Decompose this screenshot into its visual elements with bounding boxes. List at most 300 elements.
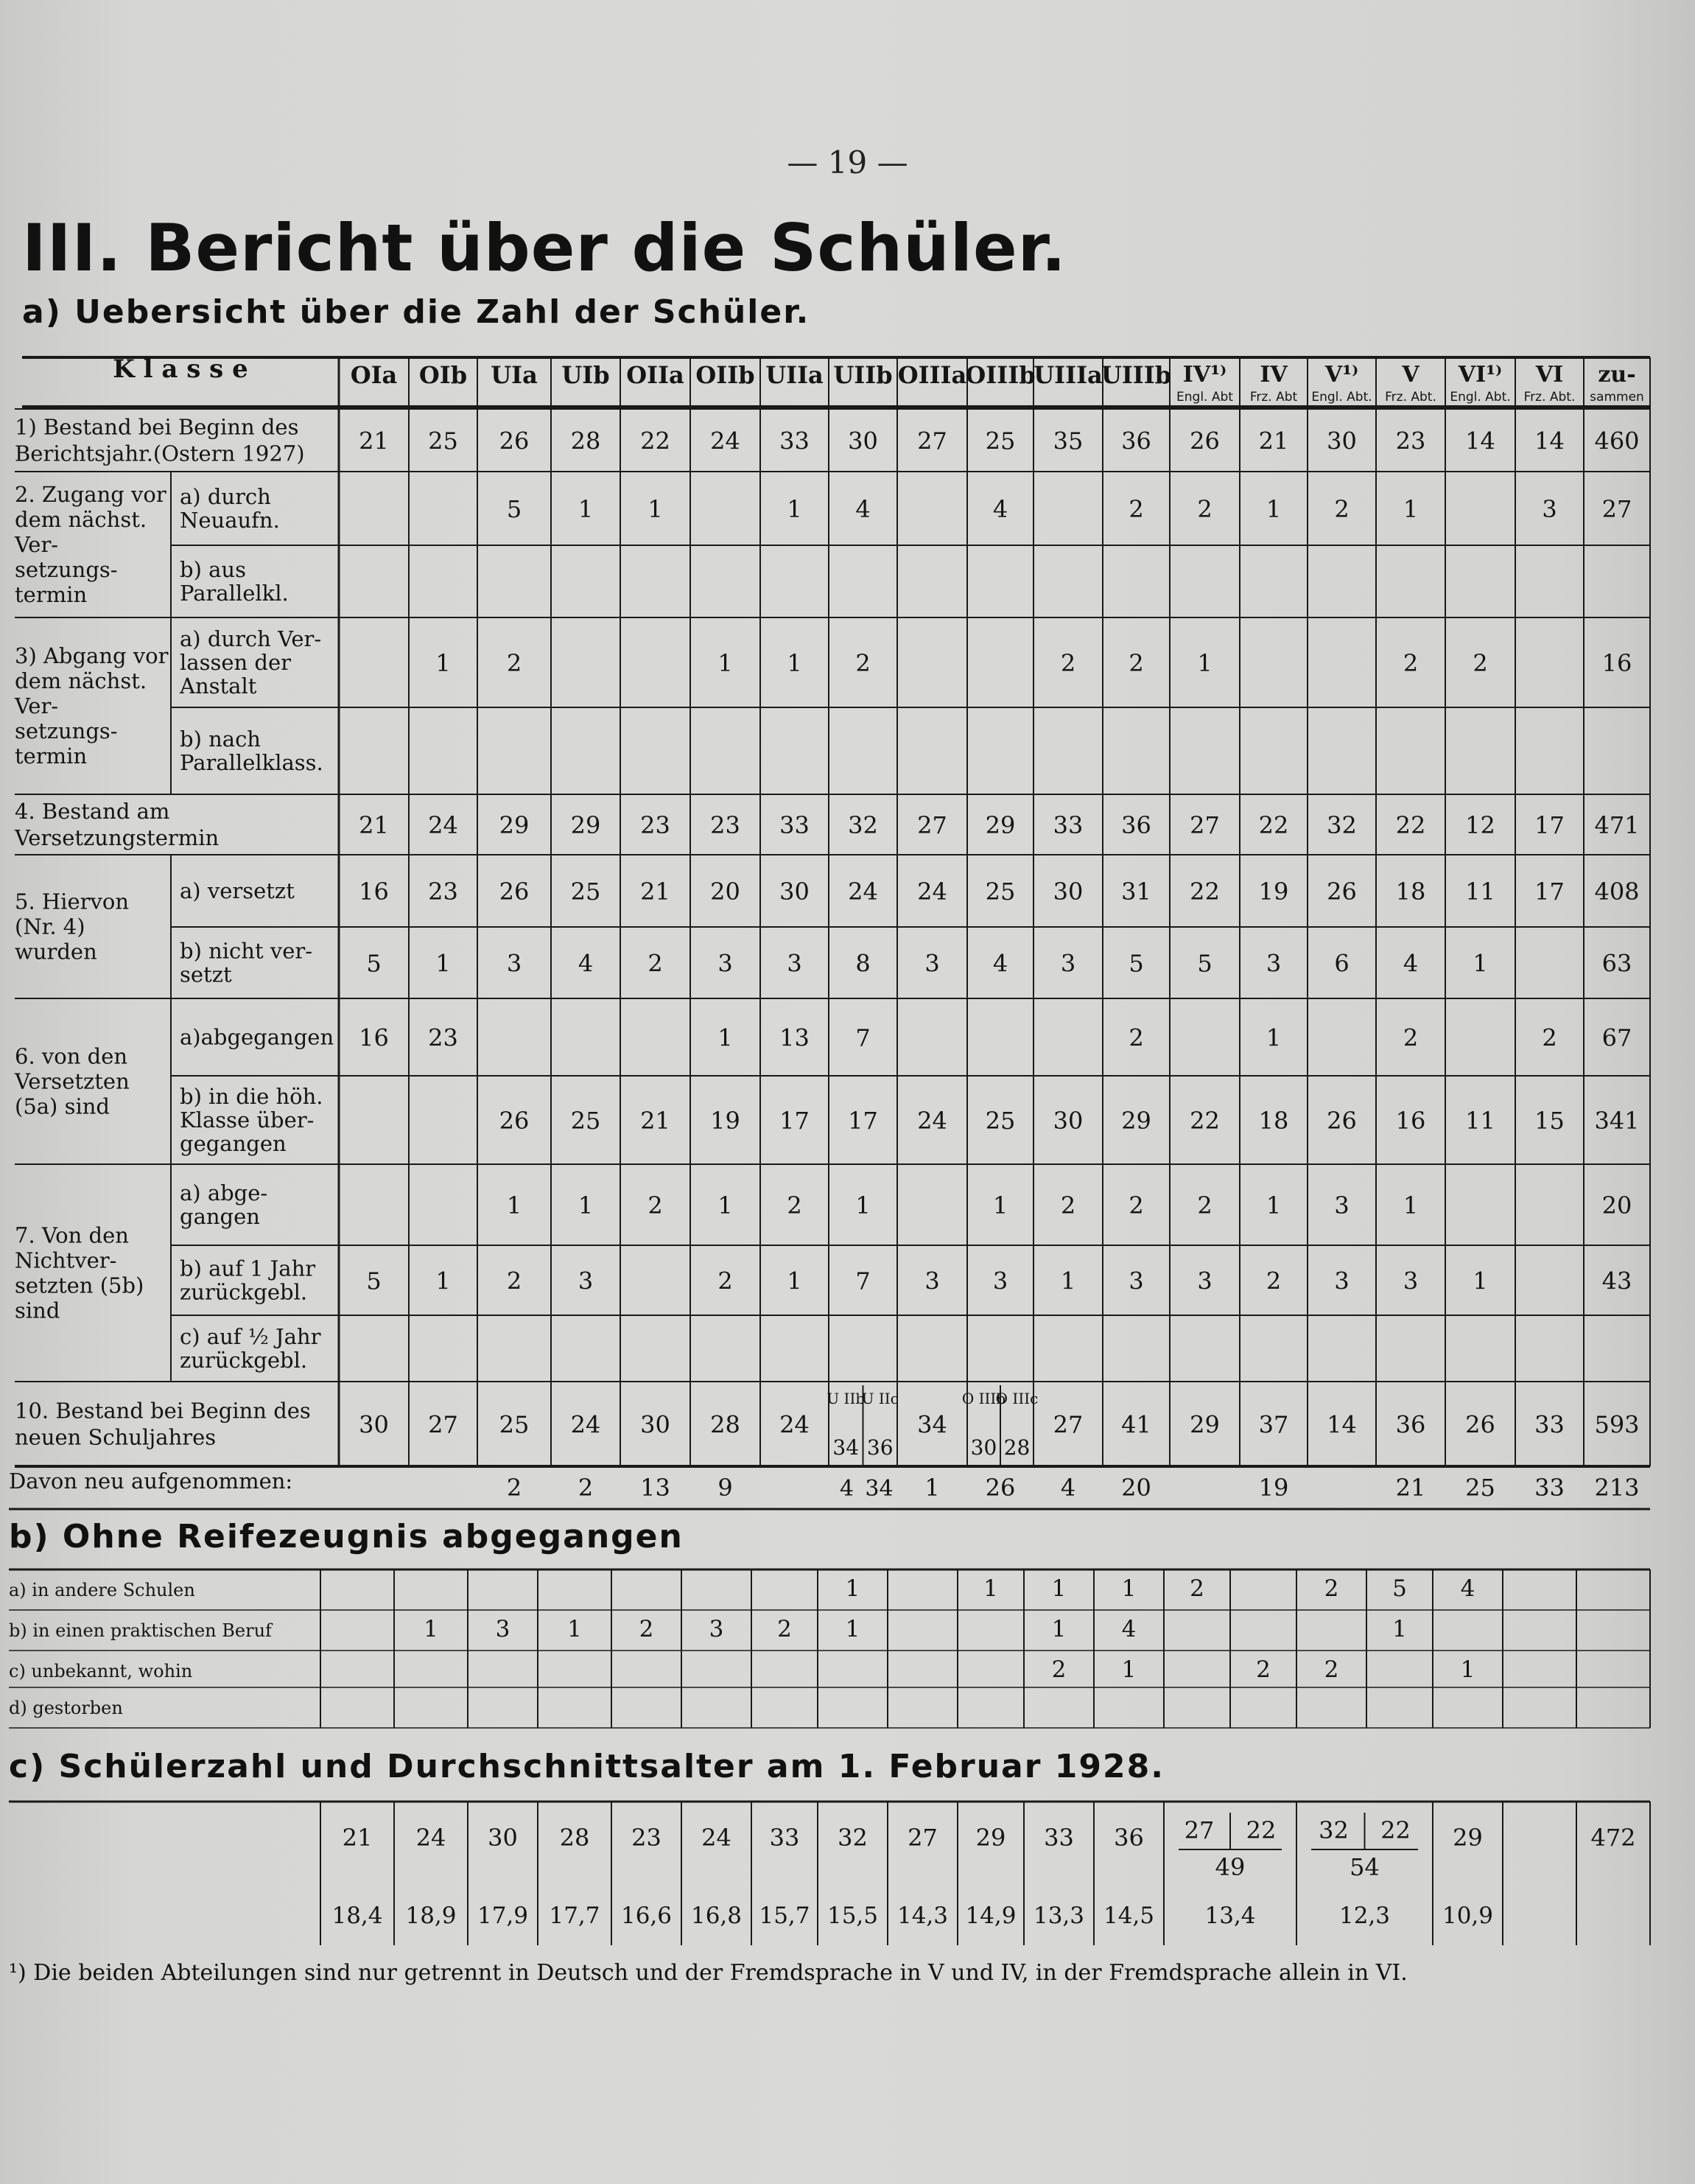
cell-value: 29 xyxy=(1121,1107,1151,1135)
cell-value: 30 xyxy=(779,878,810,906)
cell-value: 3 xyxy=(1197,1267,1213,1295)
cell-value: 1 xyxy=(1197,649,1213,677)
cell-value: 593 xyxy=(1594,1410,1640,1439)
row-label: (Nr. 4) xyxy=(15,914,85,939)
cell-value: 3 xyxy=(924,949,940,978)
row-sublabel: a) durch Ver- xyxy=(180,626,322,651)
cell-value: 1 xyxy=(717,1023,733,1052)
cell-value: 20 xyxy=(710,878,740,906)
neu-value: 34 xyxy=(865,1476,894,1502)
cell-value: 2 xyxy=(1197,495,1213,523)
cell-value: 3 xyxy=(1129,1267,1144,1295)
count-value: 29 xyxy=(1453,1824,1483,1852)
cell-value: 2 xyxy=(506,1267,522,1295)
count-total: 49 xyxy=(1215,1853,1246,1881)
cell-value: 3 xyxy=(1403,1267,1419,1295)
count-value: 33 xyxy=(769,1824,800,1852)
cell-value: 12 xyxy=(1465,811,1495,839)
age-value: 15,7 xyxy=(759,1903,810,1929)
cell-value: 3 xyxy=(1266,949,1282,978)
cell-value: 3 xyxy=(1060,949,1076,978)
cell-value: 1 xyxy=(1060,1267,1076,1295)
cell-value: 3 xyxy=(495,1616,510,1642)
count-value: 33 xyxy=(1044,1824,1074,1852)
cell-value: 2 xyxy=(1473,649,1488,677)
cell-value: 27 xyxy=(1053,1410,1084,1439)
column-header: OIb xyxy=(418,361,468,389)
column-subheader: Frz. Abt xyxy=(1249,390,1298,405)
column-header: IV¹⁾ xyxy=(1182,362,1227,388)
cell-value: 1 xyxy=(1473,949,1488,978)
cell-value: 2 xyxy=(777,1616,792,1642)
cell-value: 26 xyxy=(1190,427,1220,455)
cell-value: 408 xyxy=(1594,878,1640,906)
cell-value: 26 xyxy=(499,427,530,455)
cell-value: 27 xyxy=(428,1410,458,1439)
row-label: 6. von den xyxy=(15,1043,128,1069)
cell-value: 1 xyxy=(845,1575,860,1602)
cell-value: 2 xyxy=(1129,495,1144,523)
cell-value: 4 xyxy=(578,949,594,978)
cell-value: 1 xyxy=(787,495,802,523)
row-label: a) in andere Schulen xyxy=(9,1580,195,1600)
row-label: setzten (5b) xyxy=(15,1273,144,1298)
cell-value: 23 xyxy=(710,811,740,839)
cell-value: 32 xyxy=(1327,811,1357,839)
cell-value: 21 xyxy=(1258,427,1289,455)
cell-value: 17 xyxy=(1534,811,1565,839)
cell-value: 5 xyxy=(1129,949,1144,978)
row-sublabel: b) aus xyxy=(180,557,246,582)
row-label: Nichtver- xyxy=(15,1247,117,1273)
cell-value: 16 xyxy=(359,878,389,906)
cell-value: 5 xyxy=(366,1267,382,1295)
cell-value: 2 xyxy=(1051,1656,1067,1683)
row-sublabel: zurückgebl. xyxy=(180,1348,308,1373)
split-oiiib-head: O IIIc xyxy=(995,1390,1039,1407)
row-label: sind xyxy=(15,1298,60,1323)
cell-value: 1 xyxy=(717,1191,733,1219)
cell-value: 36 xyxy=(1121,427,1151,455)
row-sublabel: Neuaufn. xyxy=(180,508,280,533)
cell-value: 7 xyxy=(855,1267,871,1295)
cell-value: 29 xyxy=(985,811,1016,839)
row-sublabel: Anstalt xyxy=(180,673,257,699)
cell-value: 3 xyxy=(1542,495,1557,523)
neu-value: 21 xyxy=(1395,1474,1426,1502)
row-sublabel: Klasse über- xyxy=(180,1107,315,1133)
count-value: 27 xyxy=(908,1824,938,1852)
column-subheader: Frz. Abt. xyxy=(1385,390,1436,405)
row-label: Versetzten xyxy=(15,1068,130,1094)
row-label: 4. Bestand am xyxy=(15,799,170,824)
neu-value: 9 xyxy=(717,1474,733,1502)
column-header: V¹⁾ xyxy=(1324,362,1359,388)
cell-value: 4 xyxy=(1121,1616,1137,1642)
cell-value: 3 xyxy=(506,949,522,978)
row-sublabel: b) in die höh. xyxy=(180,1084,323,1109)
column-header: VI¹⁾ xyxy=(1458,362,1503,388)
cell-value: 3 xyxy=(717,949,733,978)
column-header: OIIb xyxy=(695,361,755,389)
cell-value: 7 xyxy=(855,1023,871,1052)
split-uiib-value: 34 xyxy=(832,1435,860,1460)
cell-value: 3 xyxy=(1334,1267,1350,1295)
cell-value: 1 xyxy=(1403,1191,1419,1219)
age-value: 13,4 xyxy=(1204,1903,1256,1929)
cell-value: 1 xyxy=(435,949,451,978)
row-label: Ver- xyxy=(15,532,59,557)
cell-value: 1 xyxy=(845,1616,860,1642)
cell-value: 28 xyxy=(570,427,601,455)
row-sublabel: a) durch xyxy=(180,484,271,509)
cell-value: 27 xyxy=(917,811,947,839)
column-header: OIIIa xyxy=(897,361,967,389)
age-value: 12,3 xyxy=(1338,1903,1391,1929)
cell-value: 1 xyxy=(1051,1575,1067,1602)
count-value: 24 xyxy=(415,1824,446,1852)
cell-value: 30 xyxy=(1053,878,1084,906)
column-header: OIIIb xyxy=(965,361,1036,389)
cell-value: 3 xyxy=(709,1616,724,1642)
cell-value: 2 xyxy=(1129,1023,1144,1052)
cell-value: 1 xyxy=(1051,1616,1067,1642)
row-sublabel: setzt xyxy=(180,962,232,987)
cell-value: 16 xyxy=(1395,1107,1426,1135)
cell-value: 13 xyxy=(779,1023,810,1052)
cell-value: 23 xyxy=(428,878,458,906)
column-header: IV xyxy=(1260,362,1288,388)
cell-value: 24 xyxy=(428,811,458,839)
cell-value: 2 xyxy=(1403,1023,1419,1052)
cell-value: 1 xyxy=(1403,495,1419,523)
cell-value: 1 xyxy=(983,1575,998,1602)
cell-value: 1 xyxy=(648,495,663,523)
cell-value: 33 xyxy=(1053,811,1084,839)
cell-value: 33 xyxy=(1534,1410,1565,1439)
cell-value: 34 xyxy=(917,1410,947,1439)
row-label: Ver- xyxy=(15,693,59,718)
cell-value: 1 xyxy=(787,1267,802,1295)
cell-value: 4 xyxy=(992,495,1008,523)
cell-value: 1 xyxy=(1392,1616,1407,1642)
split-oiiib-head: O IIIb xyxy=(961,1390,1006,1407)
row-label: 2. Zugang vor xyxy=(15,482,166,507)
row-label: Versetzungstermin xyxy=(15,825,220,850)
cell-value: 24 xyxy=(917,878,947,906)
row-sublabel: gegangen xyxy=(180,1131,287,1156)
cell-value: 1 xyxy=(787,649,802,677)
split-uiib-value: 36 xyxy=(866,1435,894,1460)
row-label: c) unbekannt, wohin xyxy=(9,1661,193,1681)
age-value: 13,3 xyxy=(1033,1903,1085,1929)
cell-value: 30 xyxy=(640,1410,670,1439)
cell-value: 2 xyxy=(648,1191,663,1219)
cell-value: 8 xyxy=(855,949,871,978)
cell-value: 2 xyxy=(1266,1267,1282,1295)
cell-value: 2 xyxy=(1060,649,1076,677)
row-label: 7. Von den xyxy=(15,1222,129,1248)
cell-value: 2 xyxy=(1197,1191,1213,1219)
column-subheader: Frz. Abt. xyxy=(1523,390,1576,405)
count-value: 22 xyxy=(1380,1816,1411,1844)
cell-value: 29 xyxy=(499,811,530,839)
cell-value: 2 xyxy=(1129,1191,1144,1219)
neu-value: 213 xyxy=(1594,1474,1640,1502)
cell-value: 28 xyxy=(710,1410,740,1439)
cell-value: 1 xyxy=(1473,1267,1488,1295)
cell-value: 23 xyxy=(1395,427,1426,455)
cell-value: 1 xyxy=(1121,1575,1137,1602)
row-label: setzungs- xyxy=(15,557,118,582)
column-header: V xyxy=(1402,362,1419,388)
cell-value: 63 xyxy=(1601,949,1632,978)
page-title: III. Bericht über die Schüler. xyxy=(22,210,1067,286)
neu-value: 33 xyxy=(1534,1474,1565,1502)
cell-value: 17 xyxy=(1534,878,1565,906)
row-label: setzungs- xyxy=(15,718,118,743)
row-sublabel: zurückgebl. xyxy=(180,1279,308,1305)
neu-value: 4 xyxy=(839,1476,854,1502)
neu-label: Davon neu aufgenommen: xyxy=(9,1469,293,1494)
cell-value: 2 xyxy=(1256,1656,1271,1683)
cell-value: 29 xyxy=(1190,1410,1220,1439)
cell-value: 5 xyxy=(506,495,522,523)
neu-value: 19 xyxy=(1258,1474,1289,1502)
cell-value: 5 xyxy=(1392,1575,1407,1602)
count-value: 32 xyxy=(1319,1816,1349,1844)
cell-value: 11 xyxy=(1465,878,1495,906)
cell-value: 18 xyxy=(1395,878,1426,906)
cell-value: 1 xyxy=(567,1616,582,1642)
column-subheader: sammen xyxy=(1590,390,1644,405)
age-value: 18,4 xyxy=(331,1903,383,1929)
column-header: UIIIb xyxy=(1101,361,1172,389)
column-header: OIIa xyxy=(626,361,684,389)
cell-value: 3 xyxy=(578,1267,594,1295)
cell-value: 36 xyxy=(1121,811,1151,839)
column-header: UIa xyxy=(491,361,538,389)
cell-value: 33 xyxy=(779,811,810,839)
klasse-header: K l a s s e xyxy=(113,354,248,384)
section-a-heading: a) Uebersicht über die Zahl der Schüler. xyxy=(22,293,810,331)
cell-value: 21 xyxy=(640,1107,670,1135)
cell-value: 41 xyxy=(1121,1410,1151,1439)
neu-value: 13 xyxy=(640,1474,670,1502)
cell-value: 2 xyxy=(1129,649,1144,677)
age-value: 16,6 xyxy=(620,1903,673,1929)
column-subheader: Engl. Abt. xyxy=(1311,390,1372,405)
cell-value: 6 xyxy=(1334,949,1350,978)
cell-value: 2 xyxy=(648,949,663,978)
cell-value: 24 xyxy=(917,1107,947,1135)
cell-value: 2 xyxy=(1060,1191,1076,1219)
cell-value: 1 xyxy=(435,649,451,677)
cell-value: 26 xyxy=(499,1107,530,1135)
row-label: (5a) sind xyxy=(15,1093,110,1119)
cell-value: 33 xyxy=(779,427,810,455)
column-header: VI xyxy=(1535,362,1564,388)
cell-value: 1 xyxy=(578,495,594,523)
row-sublabel: b) nach xyxy=(180,727,261,752)
cell-value: 24 xyxy=(848,878,878,906)
cell-value: 1 xyxy=(855,1191,871,1219)
column-subheader: Engl. Abt. xyxy=(1450,390,1511,405)
row-sublabel: gangen xyxy=(180,1204,260,1229)
cell-value: 3 xyxy=(787,949,802,978)
row-label: 10. Bestand bei Beginn des xyxy=(15,1398,311,1424)
count-value: 30 xyxy=(488,1824,518,1852)
section-b-heading: b) Ohne Reifezeugnis abgegangen xyxy=(9,1518,684,1555)
cell-value: 67 xyxy=(1601,1023,1632,1052)
cell-value: 30 xyxy=(359,1410,389,1439)
count-value: 22 xyxy=(1246,1816,1277,1844)
row-label: dem nächst. xyxy=(15,507,147,532)
neu-value: 4 xyxy=(1060,1474,1076,1502)
cell-value: 3 xyxy=(992,1267,1008,1295)
row-sublabel: b) auf 1 Jahr xyxy=(180,1256,316,1281)
cell-value: 1 xyxy=(992,1191,1008,1219)
cell-value: 5 xyxy=(1197,949,1213,978)
age-value: 14,3 xyxy=(896,1903,949,1929)
cell-value: 1 xyxy=(578,1191,594,1219)
neu-value: 20 xyxy=(1121,1474,1151,1502)
cell-value: 3 xyxy=(1334,1191,1350,1219)
cell-value: 21 xyxy=(359,811,389,839)
age-value: 16,8 xyxy=(690,1903,743,1929)
row-label: neuen Schuljahres xyxy=(15,1424,217,1450)
age-value: 17,7 xyxy=(549,1903,600,1929)
cell-value: 4 xyxy=(992,949,1008,978)
cell-value: 14 xyxy=(1534,427,1565,455)
cell-value: 30 xyxy=(848,427,878,455)
neu-value: 2 xyxy=(506,1474,522,1502)
cell-value: 25 xyxy=(499,1410,530,1439)
row-label: termin xyxy=(15,582,88,607)
row-label: Berichtsjahr.(Ostern 1927) xyxy=(15,441,305,466)
row-label: 3) Abgang vor xyxy=(15,643,169,668)
cell-value: 29 xyxy=(570,811,601,839)
cell-value: 4 xyxy=(855,495,871,523)
cell-value: 14 xyxy=(1327,1410,1357,1439)
cell-value: 36 xyxy=(1395,1410,1426,1439)
row-sublabel: a) versetzt xyxy=(180,878,295,903)
cell-value: 2 xyxy=(1542,1023,1557,1052)
cell-value: 23 xyxy=(428,1023,458,1052)
cell-value: 14 xyxy=(1465,427,1495,455)
cell-value: 37 xyxy=(1258,1410,1289,1439)
age-value: 18,9 xyxy=(405,1903,457,1929)
cell-value: 1 xyxy=(1460,1656,1475,1683)
count-total: 472 xyxy=(1590,1824,1636,1852)
cell-value: 20 xyxy=(1601,1191,1632,1219)
cell-value: 2 xyxy=(855,649,871,677)
cell-value: 1 xyxy=(1121,1656,1137,1683)
row-sublabel: b) nicht ver- xyxy=(180,938,313,964)
cell-value: 21 xyxy=(640,878,670,906)
footnote: ¹) Die beiden Abteilungen sind nur getrennt in Deutsch und der Fremdsprache in V und IV, in der Fremdsprache allein in VI. xyxy=(9,1960,1408,1986)
column-header: UIIa xyxy=(765,361,824,389)
cell-value: 25 xyxy=(985,1107,1016,1135)
cell-value: 25 xyxy=(428,427,458,455)
age-value: 17,9 xyxy=(477,1903,529,1929)
cell-value: 11 xyxy=(1465,1107,1495,1135)
split-uiib-head: U IIc xyxy=(861,1390,899,1407)
cell-value: 25 xyxy=(985,427,1016,455)
cell-value: 22 xyxy=(1258,811,1289,839)
age-value: 10,9 xyxy=(1442,1903,1494,1929)
cell-value: 27 xyxy=(917,427,947,455)
neu-value: 1 xyxy=(924,1474,940,1502)
row-sublabel: c) auf ½ Jahr xyxy=(180,1324,321,1349)
cell-value: 27 xyxy=(1601,495,1632,523)
column-subheader: Engl. Abt xyxy=(1176,390,1233,405)
cell-value: 460 xyxy=(1594,427,1640,455)
page-number: — 19 — xyxy=(787,144,908,181)
cell-value: 1 xyxy=(435,1267,451,1295)
count-value: 23 xyxy=(631,1824,661,1852)
cell-value: 26 xyxy=(1327,878,1357,906)
cell-value: 21 xyxy=(359,427,389,455)
cell-value: 22 xyxy=(1190,878,1220,906)
row-label: wurden xyxy=(15,939,97,965)
cell-value: 1 xyxy=(1266,1191,1282,1219)
cell-value: 1 xyxy=(1266,495,1282,523)
cell-value: 43 xyxy=(1601,1267,1632,1295)
cell-value: 2 xyxy=(1190,1575,1204,1602)
cell-value: 26 xyxy=(1465,1410,1495,1439)
cell-value: 32 xyxy=(848,811,878,839)
cell-value: 341 xyxy=(1594,1107,1640,1135)
cell-value: 23 xyxy=(640,811,670,839)
section-c-heading: c) Schülerzahl und Durchschnittsalter am 1. Februar 1928. xyxy=(9,1748,1165,1785)
column-header: UIIb xyxy=(833,361,893,389)
count-total: 54 xyxy=(1350,1853,1380,1881)
cell-value: 30 xyxy=(1327,427,1357,455)
age-value: 14,5 xyxy=(1103,1903,1155,1929)
cell-value: 16 xyxy=(1601,649,1632,677)
cell-value: 19 xyxy=(710,1107,740,1135)
cell-value: 25 xyxy=(570,1107,601,1135)
cell-value: 19 xyxy=(1258,878,1289,906)
cell-value: 2 xyxy=(787,1191,802,1219)
cell-value: 25 xyxy=(570,878,601,906)
cell-value: 2 xyxy=(1324,1656,1339,1683)
neu-value: 26 xyxy=(985,1474,1016,1502)
row-label: d) gestorben xyxy=(9,1698,123,1718)
row-label: b) in einen praktischen Beruf xyxy=(9,1620,272,1641)
cell-value: 24 xyxy=(779,1410,810,1439)
cell-value: 3 xyxy=(924,1267,940,1295)
cell-value: 1 xyxy=(424,1616,438,1642)
row-sublabel: Parallelklass. xyxy=(180,750,323,775)
cell-value: 2 xyxy=(506,649,522,677)
cell-value: 25 xyxy=(985,878,1016,906)
neu-value: 25 xyxy=(1465,1474,1495,1502)
cell-value: 16 xyxy=(359,1023,389,1052)
cell-value: 2 xyxy=(1403,649,1419,677)
cell-value: 35 xyxy=(1053,427,1084,455)
cell-value: 2 xyxy=(639,1616,654,1642)
cell-value: 4 xyxy=(1460,1575,1475,1602)
cell-value: 22 xyxy=(640,427,670,455)
cell-value: 18 xyxy=(1258,1107,1289,1135)
cell-value: 31 xyxy=(1121,878,1151,906)
age-value: 15,5 xyxy=(827,1903,879,1929)
row-sublabel: a)abgegangen xyxy=(180,1024,334,1050)
count-value: 29 xyxy=(975,1824,1006,1852)
cell-value: 15 xyxy=(1534,1107,1565,1135)
